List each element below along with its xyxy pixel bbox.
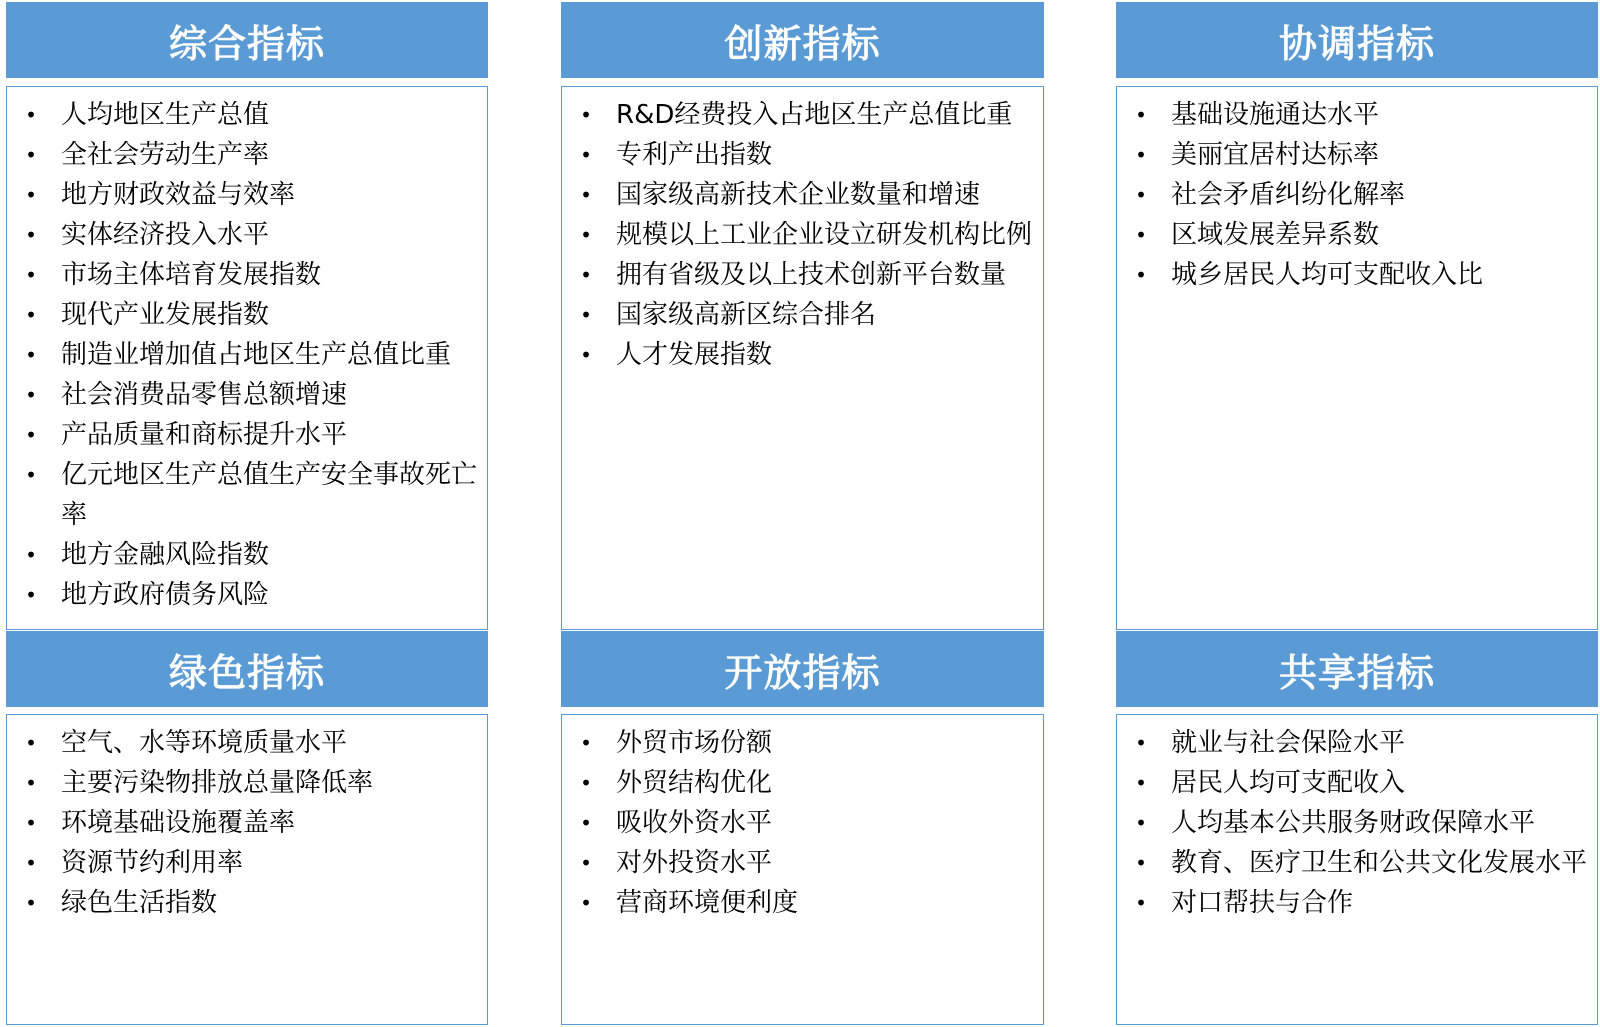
indicator-item — [574, 175, 1033, 215]
panel-title: 开放指标 — [561, 631, 1044, 707]
indicator-label: 社会矛盾纠纷化解率 — [1171, 180, 1406, 210]
indicator-label: 环境基础设施覆盖率 — [61, 808, 296, 838]
indicator-item — [1129, 175, 1587, 215]
bullet-icon: • — [25, 103, 37, 127]
indicator-item — [574, 335, 1033, 375]
indicator-item — [574, 843, 1033, 883]
bullet-icon: • — [580, 771, 592, 795]
indicator-label: 专利产出指数 — [616, 140, 773, 170]
bullet-icon: • — [25, 263, 37, 287]
indicator-item — [19, 335, 477, 375]
bullet-icon: • — [580, 103, 592, 127]
indicator-label: 国家级高新区综合排名 — [616, 300, 877, 330]
panel-title: 创新指标 — [561, 2, 1044, 78]
bullet-icon: • — [580, 811, 592, 835]
indicator-item — [19, 883, 477, 923]
bullet-icon: • — [1135, 183, 1147, 207]
indicator-item — [19, 843, 477, 883]
indicator-item — [19, 175, 477, 215]
panel-title: 综合指标 — [6, 2, 488, 78]
bullet-icon: • — [25, 423, 37, 447]
indicator-label: 主要污染物排放总量降低率 — [61, 768, 374, 798]
indicator-list-box — [6, 86, 488, 630]
indicator-label: 国家级高新技术企业数量和增速 — [616, 180, 981, 210]
indicator-label: 对口帮扶与合作 — [1171, 888, 1354, 918]
panel-innovation — [561, 2, 1044, 630]
indicator-item — [19, 215, 477, 255]
bullet-icon: • — [25, 463, 37, 487]
indicator-label: 地方金融风险指数 — [61, 540, 270, 570]
bullet-icon: • — [580, 183, 592, 207]
indicator-item — [1129, 763, 1587, 803]
indicator-item — [574, 883, 1033, 923]
bullet-icon: • — [25, 223, 37, 247]
bullet-icon: • — [1135, 143, 1147, 167]
indicator-item — [1129, 803, 1587, 843]
indicator-list — [19, 723, 477, 923]
indicator-item — [1129, 255, 1587, 295]
indicator-item — [19, 95, 477, 135]
bullet-icon: • — [1135, 731, 1147, 755]
indicator-label: 人才发展指数 — [616, 340, 773, 370]
indicator-label: 人均地区生产总值 — [61, 100, 270, 130]
bullet-icon: • — [25, 143, 37, 167]
indicator-item — [574, 723, 1033, 763]
indicator-label: 吸收外资水平 — [616, 808, 773, 838]
indicator-list — [1129, 95, 1587, 295]
indicator-label: 营商环境便利度 — [616, 888, 799, 918]
bullet-icon: • — [580, 303, 592, 327]
bullet-icon: • — [1135, 811, 1147, 835]
indicator-item — [19, 295, 477, 335]
indicator-item — [19, 535, 477, 575]
indicator-list — [574, 95, 1033, 375]
indicator-label: 制造业增加值占地区生产总值比重 — [61, 340, 452, 370]
indicator-item — [574, 135, 1033, 175]
indicator-list — [574, 723, 1033, 923]
indicator-list — [1129, 723, 1587, 923]
indicator-list-box — [561, 714, 1044, 1025]
bullet-icon: • — [25, 891, 37, 915]
bullet-icon: • — [25, 583, 37, 607]
indicator-item — [19, 455, 477, 535]
bullet-icon: • — [25, 811, 37, 835]
indicator-label: 实体经济投入水平 — [61, 220, 270, 250]
indicator-item — [574, 803, 1033, 843]
bullet-icon: • — [580, 263, 592, 287]
indicator-label: 对外投资水平 — [616, 848, 773, 878]
indicator-item — [19, 723, 477, 763]
bullet-icon: • — [580, 223, 592, 247]
bullet-icon: • — [580, 143, 592, 167]
indicator-item — [574, 255, 1033, 295]
indicator-list-box — [1116, 714, 1598, 1025]
bullet-icon: • — [580, 343, 592, 367]
indicator-list-box — [6, 714, 488, 1025]
indicator-item — [19, 803, 477, 843]
panel-coordination — [1116, 2, 1598, 630]
indicator-item — [19, 255, 477, 295]
bullet-icon: • — [25, 303, 37, 327]
panel-openness — [561, 631, 1044, 1025]
indicator-item — [574, 763, 1033, 803]
indicator-label: 教育、医疗卫生和公共文化发展水平 — [1171, 848, 1588, 878]
indicator-label: 外贸市场份额 — [616, 728, 773, 758]
indicator-label: 绿色生活指数 — [61, 888, 218, 918]
panel-green — [6, 631, 488, 1025]
indicator-list-box — [561, 86, 1044, 630]
indicator-item — [19, 135, 477, 175]
indicator-item — [574, 215, 1033, 255]
bullet-icon: • — [1135, 771, 1147, 795]
indicator-label: 居民人均可支配收入 — [1171, 768, 1406, 798]
indicator-label: 区域发展差异系数 — [1171, 220, 1380, 250]
indicator-item — [1129, 883, 1587, 923]
indicator-label: 地方财政效益与效率 — [61, 180, 296, 210]
panel-comprehensive — [6, 2, 488, 630]
indicator-item — [574, 95, 1033, 135]
indicator-label: 城乡居民人均可支配收入比 — [1171, 260, 1484, 290]
indicator-label: 空气、水等环境质量水平 — [61, 728, 348, 758]
bullet-icon: • — [1135, 223, 1147, 247]
indicator-item — [1129, 95, 1587, 135]
bullet-icon: • — [25, 731, 37, 755]
bullet-icon: • — [580, 731, 592, 755]
indicator-label: 人均基本公共服务财政保障水平 — [1171, 808, 1536, 838]
bullet-icon: • — [25, 543, 37, 567]
bullet-icon: • — [1135, 263, 1147, 287]
bullet-icon: • — [1135, 891, 1147, 915]
indicator-label: 规模以上工业企业设立研发机构比例 — [616, 220, 1033, 250]
indicator-item — [1129, 135, 1587, 175]
indicator-item — [19, 375, 477, 415]
panel-title: 协调指标 — [1116, 2, 1598, 78]
indicator-label: 就业与社会保险水平 — [1171, 728, 1406, 758]
bullet-icon: • — [1135, 851, 1147, 875]
indicator-label: 产品质量和商标提升水平 — [61, 420, 348, 450]
indicator-label: 市场主体培育发展指数 — [61, 260, 322, 290]
bullet-icon: • — [25, 383, 37, 407]
indicator-item — [19, 763, 477, 803]
bullet-icon: • — [580, 891, 592, 915]
bullet-icon: • — [25, 343, 37, 367]
panel-title: 共享指标 — [1116, 631, 1598, 707]
panel-title: 绿色指标 — [6, 631, 488, 707]
indicator-label: 拥有省级及以上技术创新平台数量 — [616, 260, 1007, 290]
indicator-item — [574, 295, 1033, 335]
indicator-item — [19, 575, 477, 615]
indicator-label: 基础设施通达水平 — [1171, 100, 1380, 130]
bullet-icon: • — [25, 771, 37, 795]
indicator-item — [19, 415, 477, 455]
indicator-item — [1129, 843, 1587, 883]
indicator-label: 全社会劳动生产率 — [61, 140, 270, 170]
indicator-list-box — [1116, 86, 1598, 630]
bullet-icon: • — [25, 183, 37, 207]
indicator-label: 亿元地区生产总值生产安全事故死亡率 — [61, 460, 478, 530]
indicator-label: 现代产业发展指数 — [61, 300, 270, 330]
indicator-label: 社会消费品零售总额增速 — [61, 380, 348, 410]
indicator-item — [1129, 723, 1587, 763]
bullet-icon: • — [1135, 103, 1147, 127]
bullet-icon: • — [580, 851, 592, 875]
indicator-label: 资源节约利用率 — [61, 848, 244, 878]
panel-sharing — [1116, 631, 1598, 1025]
indicator-list — [19, 95, 477, 615]
indicator-label: 美丽宜居村达标率 — [1171, 140, 1380, 170]
indicator-label: 外贸结构优化 — [616, 768, 773, 798]
bullet-icon: • — [25, 851, 37, 875]
indicator-label: R&D经费投入占地区生产总值比重 — [616, 100, 1013, 130]
indicator-label: 地方政府债务风险 — [61, 580, 270, 610]
indicator-item — [1129, 215, 1587, 255]
